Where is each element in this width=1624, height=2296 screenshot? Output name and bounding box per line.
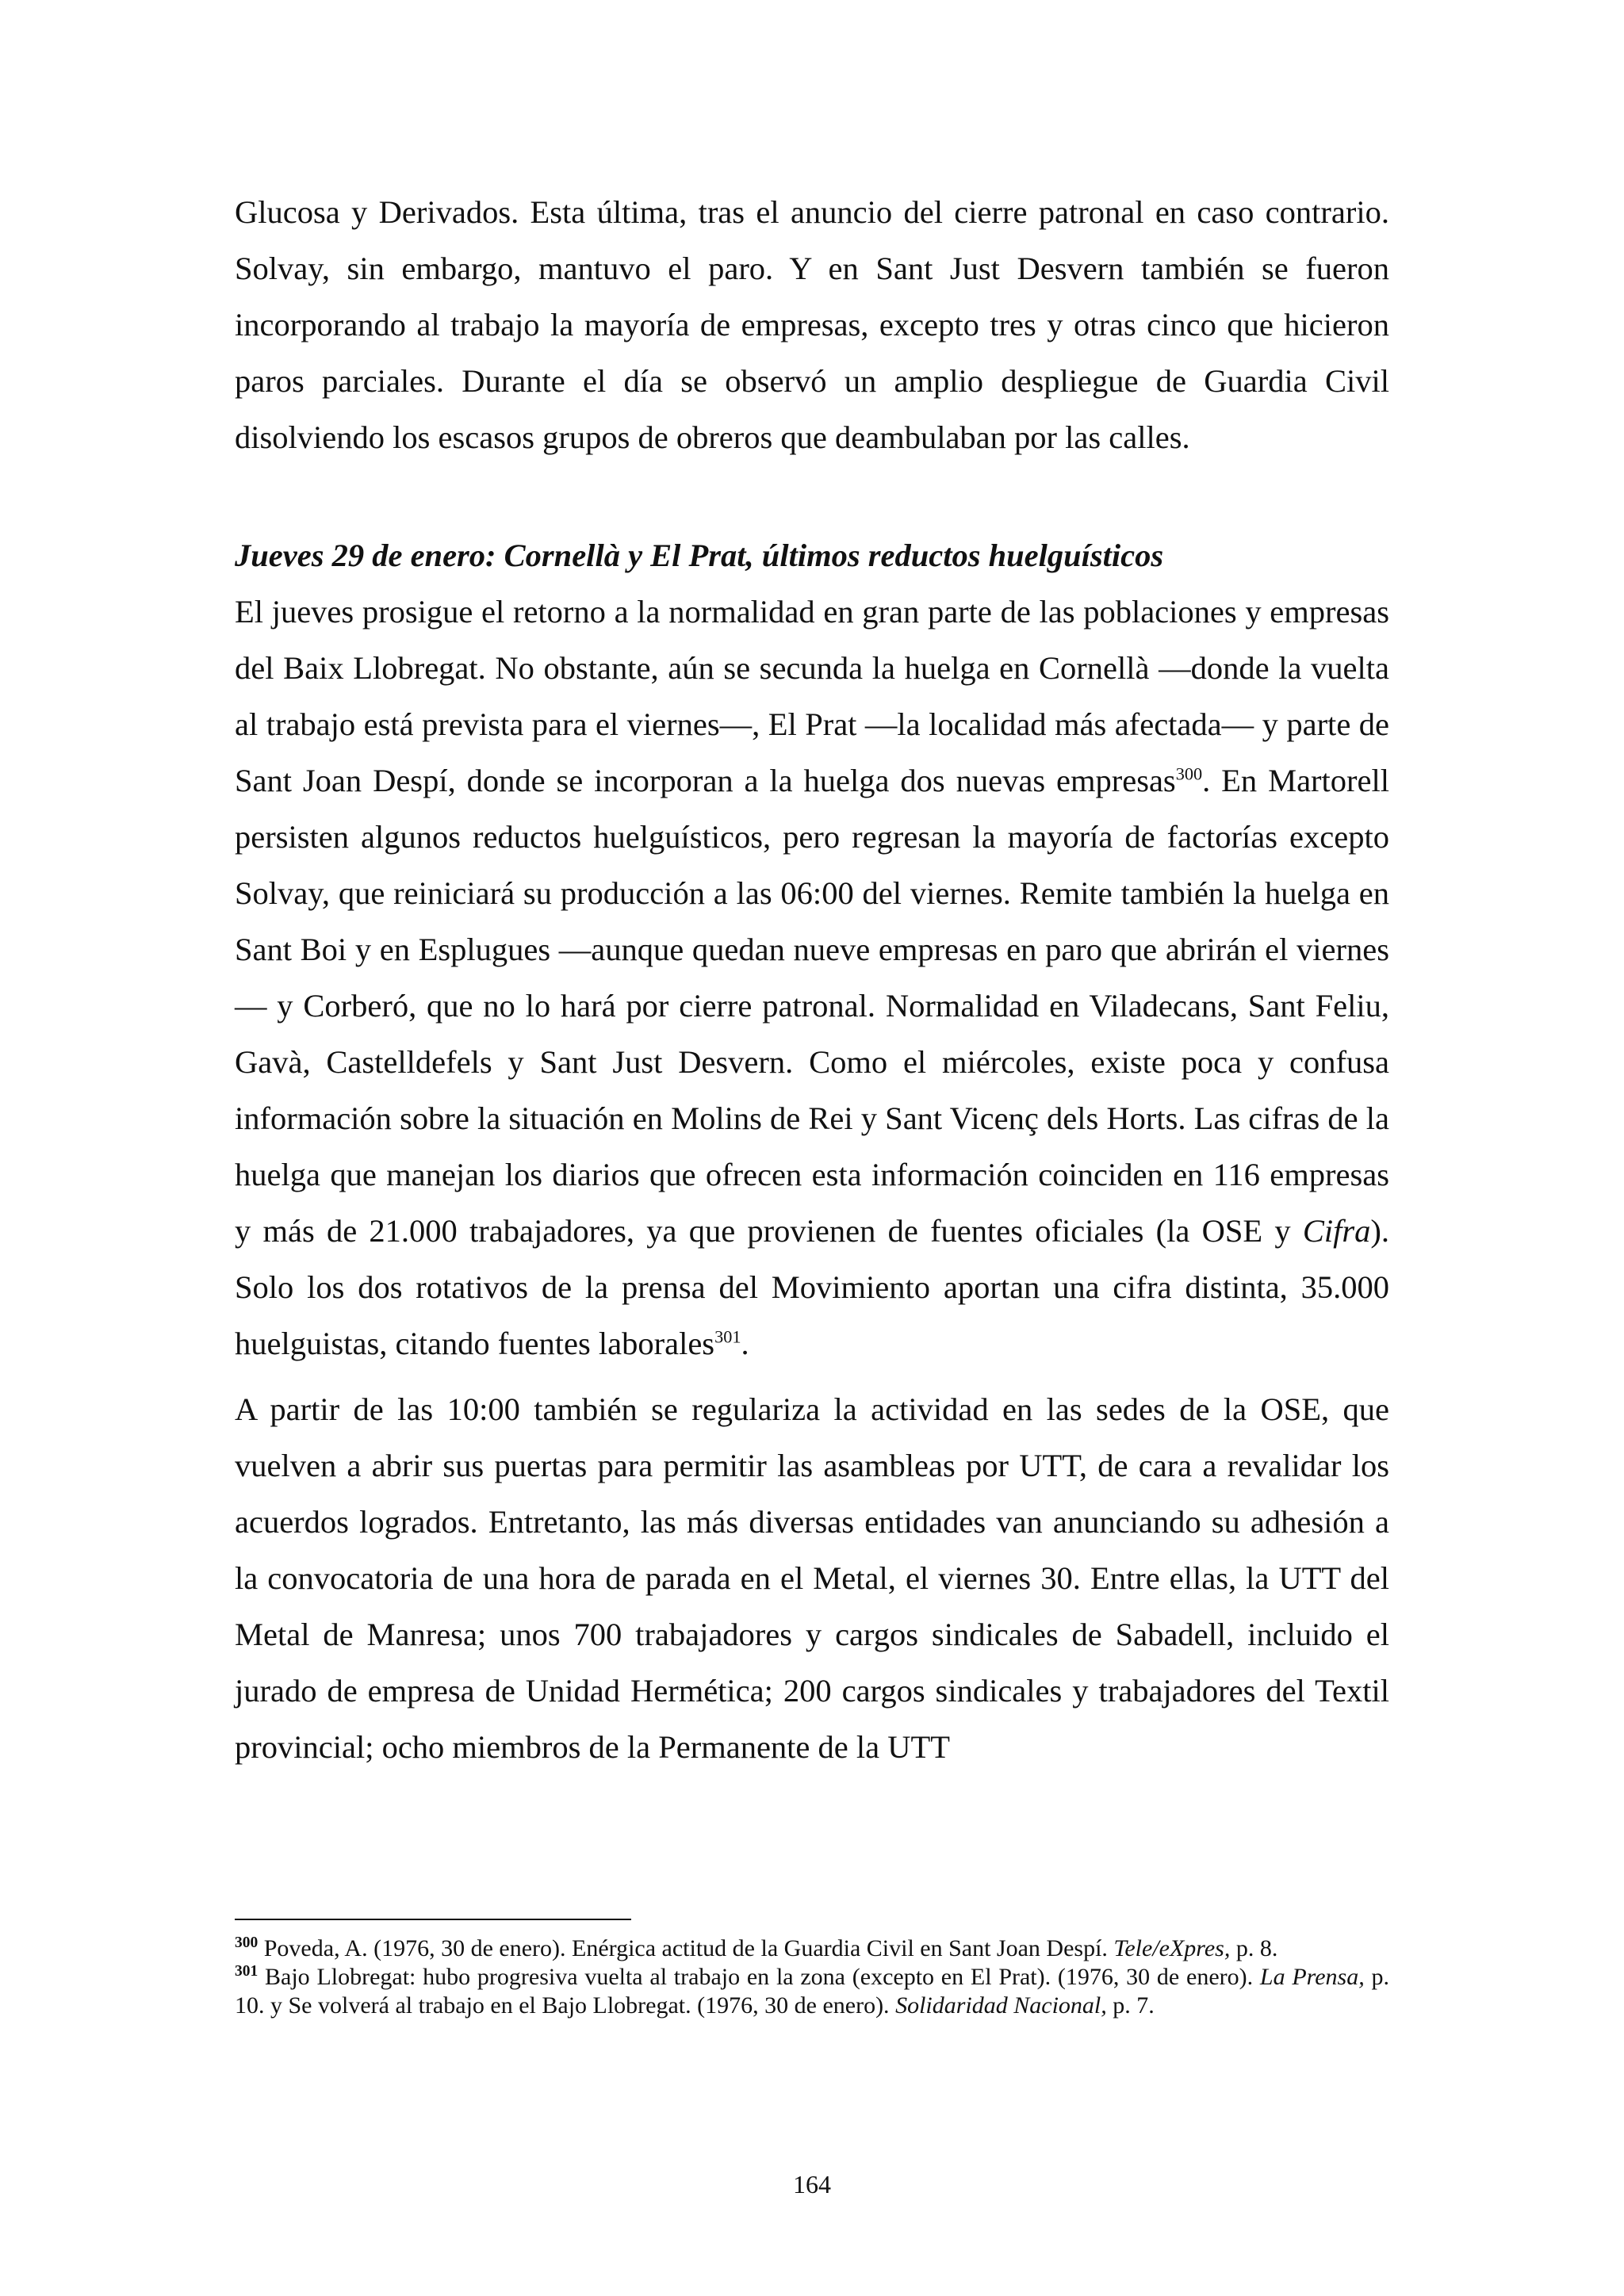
paragraph-2-italic: Cifra <box>1302 1213 1371 1249</box>
paragraph-1: Glucosa y Derivados. Esta última, tras el anuncio del cierre patronal en caso contrario. Solvay, sin embargo, mantuvo el paro. Y en Sant Just Desvern también se fueron incorporando al trabajo la mayoría de empresas, excepto tres y otras cinco que hicieron paros parciales. Durante el día se observó un amplio despliegue de Guardia Civil disolviendo los escasos grupos de obreros que deambulaban por las calles. <box>235 194 1389 455</box>
footnote-source: Tele/eXpres, <box>1113 1935 1231 1961</box>
footnote-number: 300 <box>235 1934 259 1951</box>
section-heading: Jueves 29 de enero: Cornellà y El Prat, últimos reductos huelguísticos <box>235 538 1164 573</box>
footnote-tail: p. 8. <box>1230 1935 1278 1961</box>
paragraph-2 <box>235 584 1389 1372</box>
footnote-tail: p. 7. <box>1106 1992 1155 2019</box>
footnote-text: Poveda, A. (1976, 30 de enero). Enérgica actitud de la Guardia Civil en Sant Joan Despí. <box>258 1935 1114 1961</box>
footnote-number: 301 <box>235 1963 259 1980</box>
footnote-301 <box>235 1963 1389 2020</box>
footnote-ref-301[interactable]: 301 <box>714 1326 741 1347</box>
page-number: 164 <box>793 2170 831 2198</box>
paragraph-2-text-c: ). Solo los dos rotativos de la prensa del Movimiento aportan una cifra distinta, 35.000 huelguistas, citando fuentes laborales <box>235 1213 1389 1361</box>
paragraph-2-text-b: . En Martorell persisten algunos reductos huelguísticos, pero regresan la mayoría de factorías excepto Solvay, que reiniciará su producción a las 06:00 del viernes. Remite también la huelga en Sant Boi y en Esplugues —aunque quedan nueve empresas en paro que abrirán el viernes— y Corberó, que no lo hará por cierre patronal. Normalidad en Viladecans, Sant Feliu, Gavà, Castelldefels y Sant Just Desvern. Como el miércoles, existe poca y confusa información sobre la situación en Molins de Rei y Sant Vicenç dels Horts. Las cifras de la huelga que manejan los diarios que ofrecen esta información coinciden en 116 empresas y más de 21.000 trabajadores, ya que provienen de fuentes oficiales (la OSE y <box>235 763 1390 1249</box>
footnote-divider <box>235 1919 631 1920</box>
body-text <box>235 184 1389 1775</box>
footnote-source-2: Solidaridad Nacional, <box>895 1992 1107 2019</box>
footnote-ref-300[interactable]: 300 <box>1175 763 1203 784</box>
paragraph-3: A partir de las 10:00 también se regulariza la actividad en las sedes de la OSE, que vuelven a abrir sus puertas para permitir las asambleas por UTT, de cara a revalidar los acuerdos logrados. Entretanto, las más diversas entidades van anunciando su adhesión a la convocatoria de una hora de parada en el Metal, el viernes 30. Entre ellas, la UTT del Metal de Manresa; unos 700 trabajadores y cargos sindicales de Sabadell, incluido el jurado de empresa de Unidad Hermética; 200 cargos sindicales y trabajadores del Textil provincial; ocho miembros de la Permanente de la UTT <box>235 1391 1389 1765</box>
footnote-middle: p. 10. y Se volverá al trabajo en el Bajo Llobregat. (1976, 30 de enero). <box>235 1964 1390 2019</box>
footnote-source: La Prensa, <box>1259 1964 1365 1990</box>
footnotes <box>235 1919 1389 2020</box>
footnote-300 <box>235 1934 1389 1963</box>
paragraph-2-text-d: . <box>741 1326 749 1361</box>
paragraph-2-text-a: El jueves prosigue el retorno a la normalidad en gran parte de las poblaciones y empresas del Baix Llobregat. No obstante, aún se secunda la huelga en Cornellà —donde la vuelta al trabajo está prevista para el viernes—, El Prat —la localidad más afectada— y parte de Sant Joan Despí, donde se incorporan a la huelga dos nuevas empresas <box>235 594 1389 798</box>
footnote-text: Bajo Llobregat: hubo progresiva vuelta al trabajo en la zona (excepto en El Prat). (1976, 30 de enero). <box>258 1964 1260 1990</box>
